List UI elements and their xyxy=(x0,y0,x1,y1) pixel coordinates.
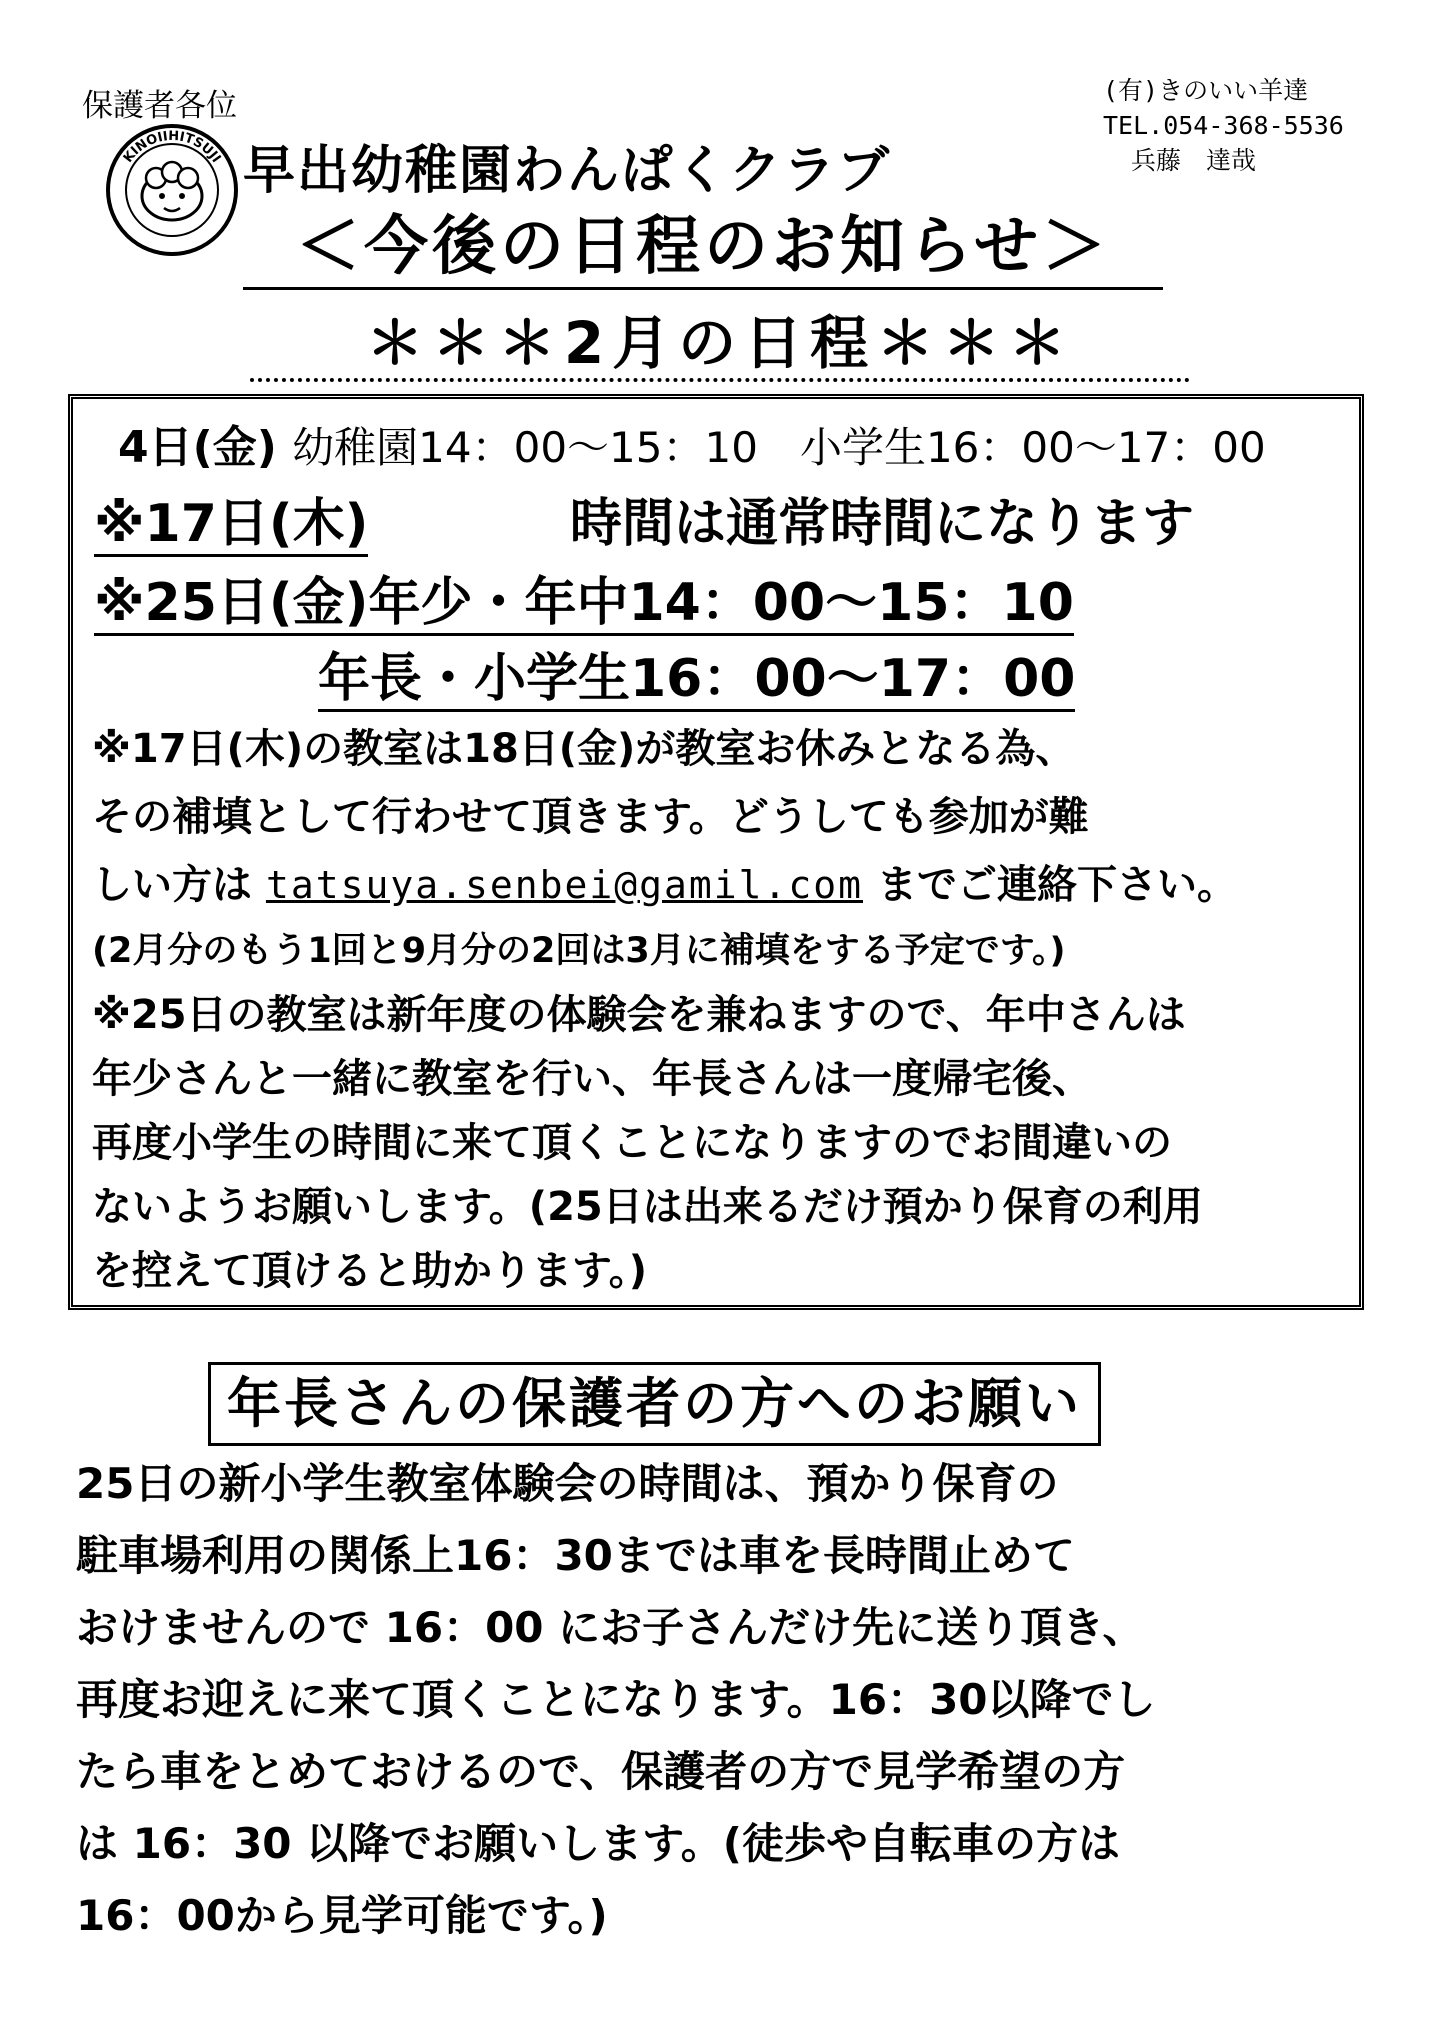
email-link[interactable]: tatsuya.senbei@gamil.com xyxy=(265,863,864,907)
note-line-email xyxy=(92,858,1237,912)
request-line: 16：00から見学可能です。) xyxy=(76,1891,608,1940)
club-title: 早出幼稚園わんぱくクラブ xyxy=(243,141,892,201)
schedule-date: ※17日(木) xyxy=(94,494,368,557)
request-line: は 16：30 以降でお願いします。(徒歩や自転車の方は xyxy=(76,1819,1120,1868)
request-line: 駐車場利用の関係上16：30までは車を長時間止めて xyxy=(76,1531,1075,1580)
request-line: おけませんので 16：00 にお子さんだけ先に送り頂き、 xyxy=(76,1603,1145,1652)
note-line: その補填として行わせて頂きます。どうしても参加が難 xyxy=(92,794,1089,840)
request-line: 25日の新小学生教室体験会の時間は、預かり保育の xyxy=(76,1459,1059,1508)
schedule-text: ※25日(金)年少・年中14：00～15：10 xyxy=(94,573,1074,636)
company-person: 兵藤 達哉 xyxy=(1131,146,1257,175)
schedule-row-25th-line2 xyxy=(318,644,1075,714)
request-title: 年長さんの保護者の方へのお願い xyxy=(208,1362,1101,1446)
note-text: しい方は xyxy=(92,862,252,908)
request-line: 再度お迎えに来て頂くことになります。16：30以降でし xyxy=(76,1675,1156,1724)
schedule-row-25th-line1 xyxy=(94,568,1074,638)
addressee: 保護者各位 xyxy=(82,88,237,124)
company-name: (有)きのいい羊達 xyxy=(1103,76,1309,105)
svg-text:KINOIIHITSUJI xyxy=(121,129,224,166)
schedule-text: 年長・小学生16：00～17：00 xyxy=(318,649,1075,712)
schedule-date: 4日(金) xyxy=(118,422,277,473)
note-text: までご連絡下さい。 xyxy=(876,862,1237,908)
note-line: ないようお願いします。(25日は出来るだけ預かり保育の利用 xyxy=(92,1184,1203,1230)
schedule-row-4th xyxy=(118,420,1266,476)
note-line: ※17日(木)の教室は18日(金)が教室お休みとなる為、 xyxy=(92,726,1076,772)
company-tel: TEL.054-368-5536 xyxy=(1103,111,1344,140)
sheep-logo-icon xyxy=(104,122,240,258)
note-line: 年少さんと一緒に教室を行い、年長さんは一度帰宅後、 xyxy=(92,1056,1092,1102)
month-heading: ＊＊＊2月の日程＊＊＊ xyxy=(365,309,1075,377)
note-line: (2月分のもう1回と9月分の2回は3月に補填をする予定です。) xyxy=(92,931,1066,971)
request-line: たら車をとめておけるので、保護者の方で見学希望の方 xyxy=(76,1747,1126,1796)
dotted-divider xyxy=(250,378,1190,382)
note-line: を控えて頂けると助かります。) xyxy=(92,1248,648,1294)
note-line: ※25日の教室は新年度の体験会を兼ねますので、年中さんは xyxy=(92,992,1186,1038)
schedule-row-17th-text: 時間は通常時間になります xyxy=(570,494,1195,554)
note-line: 再度小学生の時間に来て頂くことになりますのでお間違いの xyxy=(92,1120,1172,1166)
company-info xyxy=(1103,73,1344,178)
logo-text: KINOIIHITSUJI xyxy=(120,128,224,166)
schedule-times: 幼稚園14：00～15：10 小学生16：00～17：00 xyxy=(292,423,1266,472)
schedule-row-17th xyxy=(94,492,368,556)
notice-title: ＜今後の日程のお知らせ＞ xyxy=(243,207,1163,290)
